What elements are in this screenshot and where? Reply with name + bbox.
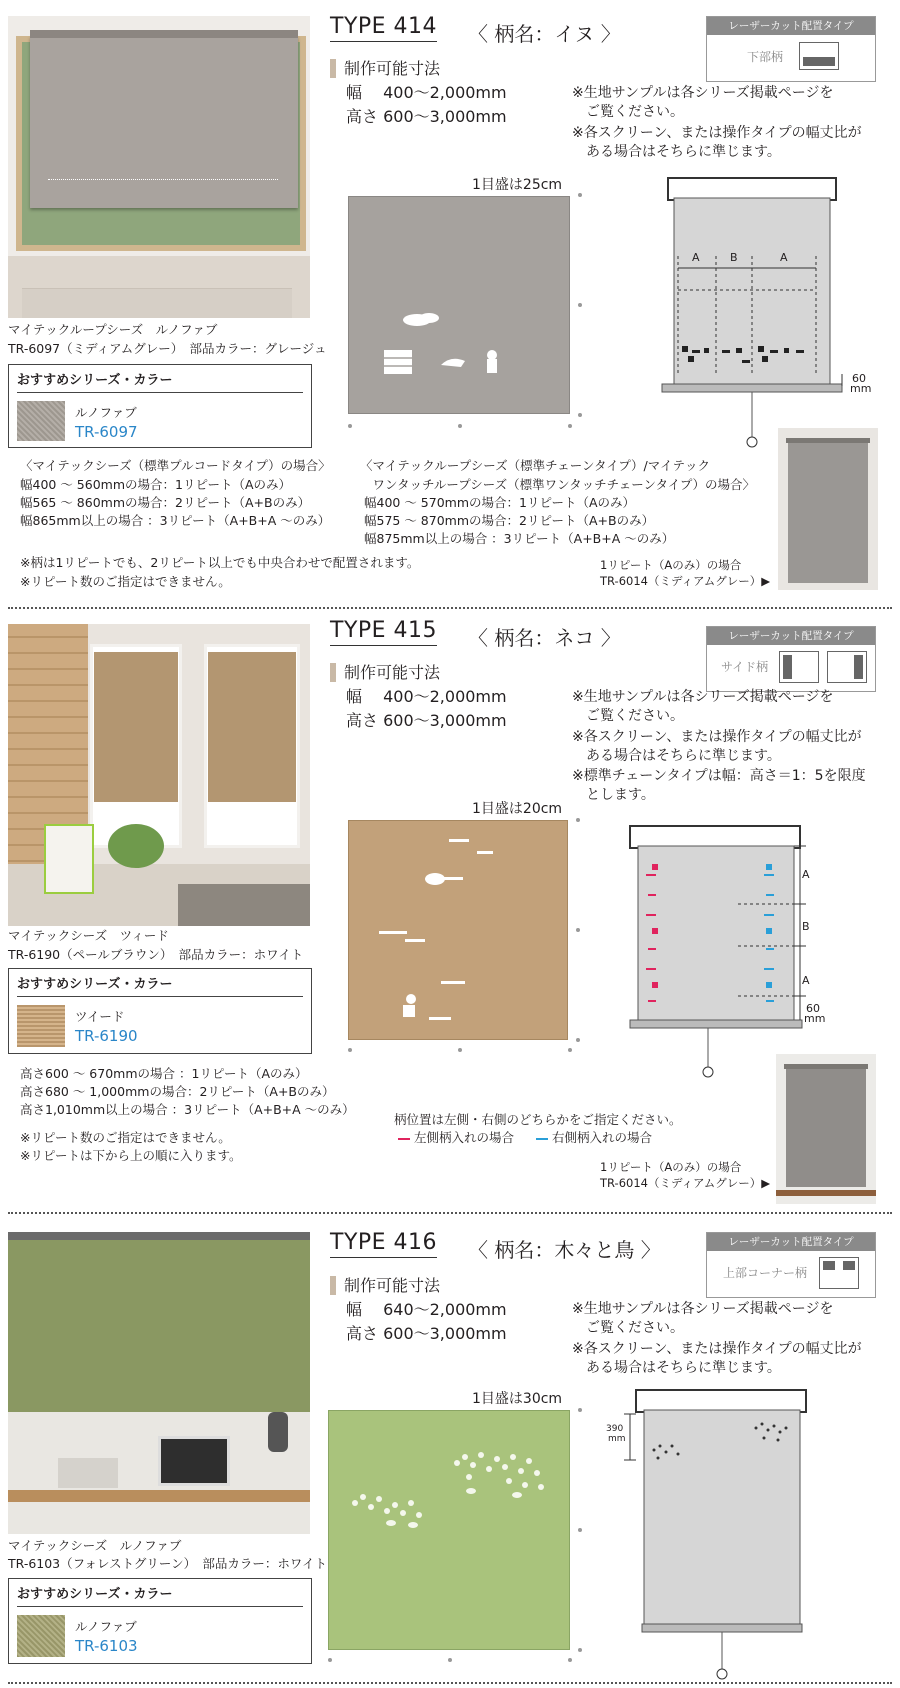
note-line: ※各スクリーン、または操作タイプの幅丈比が xyxy=(572,729,862,745)
size-heading: 制作可能寸法 xyxy=(330,1276,440,1295)
pattern-name: 〈 柄名：イヌ 〉 xyxy=(468,22,621,46)
lasercut-label: 下部柄 xyxy=(747,50,784,64)
tick-dot xyxy=(578,1648,582,1652)
red-legend-swatch xyxy=(398,1138,410,1140)
lasercut-type-box xyxy=(706,1232,876,1298)
section-type-414 xyxy=(0,0,900,610)
example-caption xyxy=(600,557,770,589)
tick-dot xyxy=(576,818,580,822)
lasercut-label: 上部コーナー柄 xyxy=(723,1266,808,1280)
room-photo-415 xyxy=(8,624,310,926)
mm-value: 390 xyxy=(606,1424,624,1434)
section-type-416 xyxy=(0,1212,900,1688)
right-legend xyxy=(536,1128,652,1147)
dog-pattern-cutout xyxy=(349,197,571,415)
recommend-box xyxy=(8,1578,312,1664)
recommend-series: ルノファブ xyxy=(75,405,137,420)
mm-unit: mm xyxy=(608,1434,626,1444)
photo-caption-line1: マイテックシーズ ルノファブ xyxy=(8,1538,182,1553)
recommend-code: TR-6190 xyxy=(75,1027,138,1045)
recommend-box xyxy=(8,968,312,1054)
width-range: 幅 640〜2,000mm xyxy=(346,1300,507,1319)
tick-dot xyxy=(576,1038,580,1042)
spec-line: 幅400 ～ 560mmの場合：1リピート（Aのみ） xyxy=(20,477,292,492)
left-legend-label: 左側柄入れの場合 xyxy=(413,1130,514,1145)
photo-caption-line2: TR-6190（ペールブラウン） 部品カラー：ホワイト xyxy=(8,947,304,962)
tick-dot xyxy=(578,1528,582,1532)
fabric-sample-416 xyxy=(328,1410,570,1650)
tick-dot xyxy=(568,1048,572,1052)
label-a2: A xyxy=(802,974,810,987)
scale-label: 1目盛は25cm xyxy=(472,177,563,193)
height-range: 高さ 600〜3,000mm xyxy=(346,107,507,126)
mm-unit: mm xyxy=(850,382,872,395)
blind-diagram-415 xyxy=(620,824,880,1084)
note-line: ※生地サンプルは各シリーズ掲載ページを xyxy=(572,85,834,101)
blind-diagram-414 xyxy=(640,176,880,456)
fabric-swatch xyxy=(17,1005,65,1047)
photo-caption-line2: TR-6097（ミディアムグレー） 部品カラー：グレージュ xyxy=(8,341,327,356)
bottom-note: ※リピート数のご指定はできません。 xyxy=(20,1130,231,1145)
lasercut-heading: レーザーカット配置タイプ xyxy=(707,1233,875,1251)
lasercut-type-box xyxy=(706,16,876,82)
side-pattern-right-icon xyxy=(827,651,867,683)
lasercut-heading: レーザーカット配置タイプ xyxy=(707,627,875,645)
note-line: ご覧ください。 xyxy=(572,1320,684,1336)
scale-label: 1目盛は20cm xyxy=(472,801,563,817)
note-line: ※生地サンプルは各シリーズ掲載ページを xyxy=(572,689,834,705)
type-title: TYPE 414 xyxy=(330,14,437,42)
spec-line: 高さ1,010mm以上の場合 ：3リピート（A+B+A ～のみ） xyxy=(20,1102,355,1117)
type-title: TYPE 416 xyxy=(330,1230,437,1258)
note-line: ※各スクリーン、または操作タイプの幅丈比が xyxy=(572,125,862,141)
note-line: ある場合はそちらに準じます。 xyxy=(572,748,781,764)
fabric-swatch xyxy=(17,1615,65,1657)
example-caption-line1: 1リピート（Aのみ）の場合 xyxy=(600,558,742,572)
lasercut-type-box xyxy=(706,626,876,692)
note-line: ※各スクリーン、または操作タイプの幅丈比が xyxy=(572,1341,862,1357)
fabric-swatch xyxy=(17,401,65,441)
width-range: 幅 400〜2,000mm xyxy=(346,83,507,102)
recommend-heading: おすすめシリーズ・カラー xyxy=(17,1584,303,1607)
width-range: 幅 400〜2,000mm xyxy=(346,687,507,706)
photo-caption-line1: マイテックシーズ ツィード xyxy=(8,928,169,943)
blind-diagram-416 xyxy=(606,1388,826,1684)
pattern-name: 〈 柄名：木々と鳥 〉 xyxy=(468,1238,661,1262)
spec-line: ワンタッチループシーズ（標準ワンタッチチェーンタイプ）の場合〉 xyxy=(360,477,756,492)
note-line: ご覧ください。 xyxy=(572,104,684,120)
spec-line: 幅875mm以上の場合 ：3リピート（A+B+A ～のみ） xyxy=(364,531,675,546)
recommend-box xyxy=(8,364,312,448)
lasercut-label: サイド柄 xyxy=(721,660,769,674)
example-caption xyxy=(600,1159,770,1191)
tick-dot xyxy=(568,424,572,428)
photo-caption-line1: マイテックループシーズ ルノファブ xyxy=(8,322,218,337)
note-line: ある場合はそちらに準じます。 xyxy=(572,144,781,160)
tick-dot xyxy=(578,193,582,197)
mm-unit: mm xyxy=(804,1012,826,1025)
recommend-code: TR-6097 xyxy=(75,423,138,441)
label-b: B xyxy=(730,251,738,264)
scale-label: 1目盛は30cm xyxy=(472,1391,563,1407)
note-line: ある場合はそちらに準じます。 xyxy=(572,1360,781,1376)
room-photo-416 xyxy=(8,1232,310,1534)
mm-value: 60 xyxy=(806,1002,820,1015)
fabric-sample-414 xyxy=(348,196,570,414)
tick-dot xyxy=(458,424,462,428)
bottom-pattern-icon xyxy=(799,42,839,70)
recommend-series: ルノファブ xyxy=(75,1619,137,1634)
tick-dot xyxy=(568,1658,572,1662)
room-photo-414 xyxy=(8,16,310,318)
recommend-heading: おすすめシリーズ・カラー xyxy=(17,370,303,393)
tick-dot xyxy=(578,413,582,417)
trees-birds-pattern-cutout xyxy=(329,1411,571,1651)
mm-value: 60 xyxy=(852,372,866,385)
tick-dot xyxy=(348,424,352,428)
note-line: ご覧ください。 xyxy=(572,708,684,724)
label-a1: A xyxy=(802,868,810,881)
position-note: 柄位置は左側・右側のどちらかをご指定ください。 xyxy=(394,1112,682,1127)
cat-pattern-cutout xyxy=(349,821,569,1041)
top-corner-pattern-icon xyxy=(819,1257,859,1289)
lasercut-heading: レーザーカット配置タイプ xyxy=(707,17,875,35)
bottom-note: ※リピートは下から上の順に入ります。 xyxy=(20,1148,242,1163)
example-caption-line2: TR-6014（ミディアムグレー）▶ xyxy=(600,1176,771,1190)
height-range: 高さ 600〜3,000mm xyxy=(346,711,507,730)
spec-line: 高さ600 ～ 670mmの場合 ：1リピート（Aのみ） xyxy=(20,1066,308,1081)
blue-legend-swatch xyxy=(536,1138,548,1140)
note-line: ※生地サンプルは各シリーズ掲載ページを xyxy=(572,1301,834,1317)
example-caption-line2: TR-6014（ミディアムグレー）▶ xyxy=(600,574,771,588)
recommend-series: ツイード xyxy=(75,1009,125,1024)
label-a2: A xyxy=(780,251,788,264)
note-line: とします。 xyxy=(572,787,655,803)
fabric-sample-415 xyxy=(348,820,568,1040)
photo-caption-line2: TR-6103（フォレストグリーン） 部品カラー：ホワイト xyxy=(8,1556,328,1571)
recommend-code: TR-6103 xyxy=(75,1637,138,1655)
tick-dot xyxy=(328,1658,332,1662)
section-type-415 xyxy=(0,604,900,1214)
tick-dot xyxy=(458,1048,462,1052)
bottom-note: ※リピート数のご指定はできません。 xyxy=(20,574,231,589)
spec-line: 〈マイテックシーズ（標準プルコードタイプ）の場合〉 xyxy=(20,458,331,473)
spec-line: 幅565 ～ 860mmの場合：2リピート（A+Bのみ） xyxy=(20,495,311,510)
spec-line: 幅575 ～ 870mmの場合：2リピート（A+Bのみ） xyxy=(364,513,655,528)
label-a1: A xyxy=(692,251,700,264)
example-image-414 xyxy=(778,428,878,590)
spec-line: 幅865mm以上の場合 ：3リピート（A+B+A ～のみ） xyxy=(20,513,331,528)
tick-dot xyxy=(448,1658,452,1662)
example-image-415 xyxy=(776,1054,876,1204)
pattern-name: 〈 柄名：ネコ 〉 xyxy=(468,626,621,650)
height-range: 高さ 600〜3,000mm xyxy=(346,1324,507,1343)
note-line: ※標準チェーンタイプは幅：高さ＝1：5を限度 xyxy=(572,768,866,784)
tick-dot xyxy=(576,928,580,932)
bottom-note: ※柄は1リピートでも、2リピート以上でも中央合わせで配置されます。 xyxy=(20,555,420,570)
tick-dot xyxy=(348,1048,352,1052)
label-b: B xyxy=(802,920,810,933)
side-pattern-left-icon xyxy=(779,651,819,683)
right-legend-label: 右側柄入れの場合 xyxy=(551,1130,652,1145)
spec-line: 幅400 ～ 570mmの場合：1リピート（Aのみ） xyxy=(364,495,636,510)
type-title: TYPE 415 xyxy=(330,618,437,646)
size-heading: 制作可能寸法 xyxy=(330,663,440,682)
example-caption-line1: 1リピート（Aのみ）の場合 xyxy=(600,1160,742,1174)
tick-dot xyxy=(578,303,582,307)
recommend-heading: おすすめシリーズ・カラー xyxy=(17,974,303,997)
left-legend xyxy=(398,1128,514,1147)
section-divider xyxy=(8,1682,892,1684)
size-heading: 制作可能寸法 xyxy=(330,59,440,78)
tick-dot xyxy=(578,1408,582,1412)
spec-line: 高さ680 ～ 1,000mmの場合：2リピート（A+Bのみ） xyxy=(20,1084,335,1099)
spec-line: 〈マイテックループシーズ（標準チェーンタイプ）/マイテック xyxy=(360,458,710,473)
